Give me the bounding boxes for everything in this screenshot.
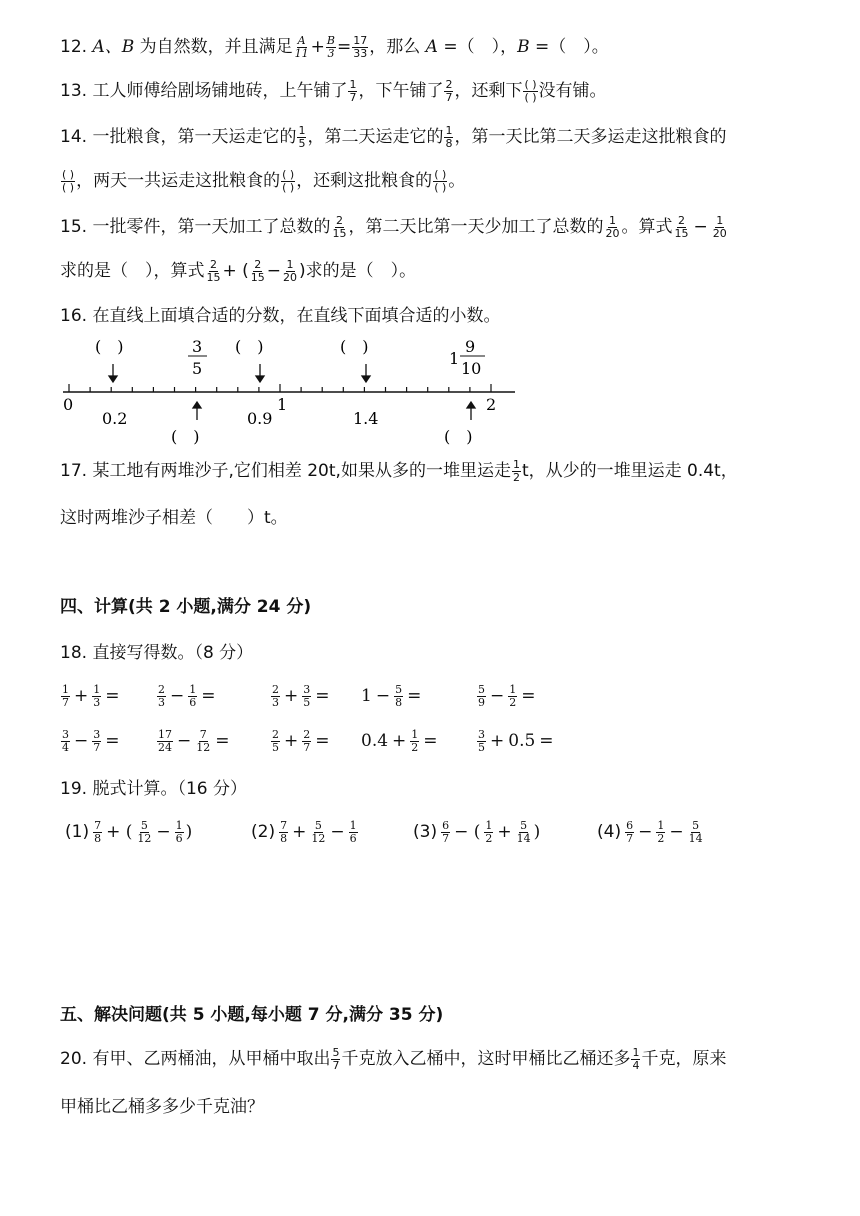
- q20-frac-1: $\frac{5}{7}$: [332, 1045, 340, 1072]
- question-16: 16. 在直线上面填合适的分数，在直线下面填合适的小数。: [60, 306, 501, 326]
- calc-fraction: $\frac{3}{4}$: [62, 728, 69, 754]
- section-5-heading: 五、解决问题(共 5 小题,每小题 7 分,满分 35 分): [60, 1005, 444, 1025]
- q19-op: −: [669, 822, 684, 842]
- q19-op: +: [292, 822, 307, 842]
- label-0: 0: [63, 395, 74, 414]
- label-2: 2: [486, 395, 497, 414]
- calc-fraction: $\frac{1}{7}$: [62, 683, 69, 709]
- q12-vars: A、B: [92, 37, 135, 57]
- calc-fraction: $\frac{7}{12}$: [196, 728, 211, 754]
- number-line-figure: [55, 330, 525, 450]
- calc-equals: =: [105, 686, 120, 706]
- q19-item-3: [410, 820, 541, 845]
- q12-frac-a: $\frac{A}{11}$: [294, 33, 309, 60]
- q19-op: ): [185, 822, 193, 842]
- calc-operator: −: [375, 686, 391, 706]
- calc-item: [60, 684, 123, 709]
- calc-operator: −: [170, 686, 185, 706]
- q12-frac-c: $\frac{17}{33}$: [353, 33, 368, 60]
- q19-op: + (: [106, 822, 133, 842]
- calc-equals: =: [315, 686, 330, 706]
- q19-fraction: $\frac{6}{7}$: [626, 819, 634, 845]
- calc-fraction: $\frac{3}{5}$: [478, 728, 485, 754]
- q15-frac-2: $\frac{1}{20}$: [605, 213, 620, 240]
- q19-item-2: [248, 820, 359, 845]
- calc-fraction: $\frac{1}{2}$: [509, 683, 517, 709]
- q14-frac-1: $\frac{1}{5}$: [298, 123, 306, 150]
- q19-fraction: $\frac{1}{2}$: [485, 819, 493, 845]
- calc-item: [270, 729, 333, 754]
- calc-item: [156, 684, 219, 709]
- top-frac1-den: 5: [192, 359, 203, 378]
- calc-fraction: $\frac{1}{6}$: [189, 683, 197, 709]
- q20-frac-2: $\frac{1}{4}$: [632, 1045, 640, 1072]
- q19-fraction: $\frac{1}{6}$: [349, 819, 357, 845]
- calc-fraction: $\frac{5}{8}$: [395, 683, 403, 709]
- calc-item: [476, 729, 557, 754]
- q19-label: (3): [413, 822, 438, 842]
- question-14-line1: 14. 一批粮食，第一天运走它的 $\frac{1}{5}$ ，第二天运走它的 $\frac{1}{8}$ ，第一天比第二天多运走这批粮食的: [60, 123, 727, 150]
- q19-fraction: $\frac{7}{8}$: [94, 819, 102, 845]
- calc-item: [270, 684, 333, 709]
- calc-number: 0.5: [508, 731, 536, 751]
- top-blank-1: ( ): [95, 337, 124, 356]
- calc-item: [60, 729, 123, 754]
- calc-operator: −: [74, 731, 89, 751]
- top-mixed-whole: 1: [449, 349, 460, 368]
- q19-label: (4): [597, 822, 622, 842]
- q19-op: −: [330, 822, 345, 842]
- q14-blank-1: $\frac{( )}{( )}$: [62, 167, 75, 194]
- q14-blank-3: $\frac{( )}{( )}$: [434, 167, 447, 194]
- calc-fraction: $\frac{1}{2}$: [411, 728, 419, 754]
- bottom-blank-1: ( ): [171, 427, 200, 446]
- q17-frac: $\frac{1}{2}$: [512, 457, 520, 484]
- q19-op: ): [533, 822, 541, 842]
- q19-fraction: $\frac{5}{14}$: [688, 819, 703, 845]
- question-14-line2: $\frac{( )}{( )}$ ，两天一共运走这批粮食的 $\frac{( )}{( )}$ ，还剩这批粮食的 $\frac{( )}{( )}$ 。: [62, 167, 466, 194]
- q15-frac-7: $\frac{1}{20}$: [283, 257, 298, 284]
- q19-fraction: $\frac{1}{6}$: [175, 819, 183, 845]
- question-15-line2: 求的是（ ），算式 $\frac{2}{15}$ + ( $\frac{2}{15}$ − $\frac{1}{20}$ )求的是（ ）。: [60, 257, 417, 284]
- top-frac2-num: 9: [465, 337, 476, 356]
- calc-fraction: $\frac{2}{5}$: [272, 728, 279, 754]
- question-17-line1: 17. 某工地有两堆沙子,它们相差 20t,如果从多的一堆里运走 $\frac{1}{2}$ t，从少的一堆里运走 0.4t，: [60, 457, 738, 484]
- calc-operator: +: [392, 731, 407, 751]
- calc-operator: +: [284, 686, 299, 706]
- calc-number: 1: [361, 686, 372, 706]
- q19-label: (2): [251, 822, 276, 842]
- calc-item: [476, 684, 539, 709]
- calc-operator: −: [490, 686, 505, 706]
- q12-text: 为自然数，并且满足: [134, 37, 293, 57]
- q15-frac-6: $\frac{2}{15}$: [250, 257, 265, 284]
- q15-frac-5: $\frac{2}{15}$: [206, 257, 221, 284]
- calc-operator: −: [177, 731, 192, 751]
- q14-frac-2: $\frac{1}{8}$: [445, 123, 453, 150]
- top-blank-2: ( ): [235, 337, 264, 356]
- section-4-heading: 四、计算(共 2 小题,满分 24 分): [60, 597, 312, 617]
- calc-equals: =: [423, 731, 438, 751]
- question-20-line2: 甲桶比乙桶多多少千克油？: [60, 1097, 264, 1117]
- q15-frac-3: $\frac{2}{15}$: [674, 213, 689, 240]
- calc-fraction: $\frac{1}{3}$: [93, 683, 101, 709]
- calc-equals: =: [521, 686, 536, 706]
- calc-equals: =: [201, 686, 216, 706]
- q19-fraction: $\frac{7}{8}$: [280, 819, 288, 845]
- calc-operator: +: [284, 731, 299, 751]
- calc-equals: =: [539, 731, 554, 751]
- calc-fraction: $\frac{5}{9}$: [478, 683, 485, 709]
- question-19-title: 19. 脱式计算。（16 分）: [60, 779, 247, 799]
- q19-op: −: [638, 822, 653, 842]
- q13-frac-2: $\frac{2}{7}$: [445, 77, 453, 104]
- q19-fraction: $\frac{6}{7}$: [442, 819, 450, 845]
- calc-fraction: $\frac{17}{24}$: [158, 728, 172, 754]
- calc-equals: =: [407, 686, 422, 706]
- q19-fraction: $\frac{1}{2}$: [657, 819, 665, 845]
- q13-frac-1: $\frac{1}{7}$: [349, 77, 357, 104]
- calc-fraction: $\frac{2}{3}$: [158, 683, 165, 709]
- bottom-blank-2: ( ): [444, 427, 473, 446]
- question-15-line1: 15. 一批零件，第一天加工了总数的 $\frac{2}{15}$ ，第二天比第一天少加工了总数的 $\frac{1}{20}$ 。算式 $\frac{2}{15}$ − $\frac{1}{20}$: [60, 213, 727, 240]
- q13-blank-frac: $\frac{( )}{( )}$: [524, 77, 537, 104]
- top-frac1-num: 3: [192, 337, 203, 356]
- calc-fraction: $\frac{3}{5}$: [303, 683, 311, 709]
- top-frac2-den: 10: [461, 359, 482, 378]
- label-1: 1: [277, 395, 288, 414]
- q19-fraction: $\frac{5}{12}$: [137, 819, 152, 845]
- q19-op: − (: [454, 822, 481, 842]
- question-12: 12. A、B 为自然数，并且满足 $\frac{A}{11}$ + $\frac{B}{3}$ = $\frac{17}{33}$ ，那么 A =（ ），B =（ ）。: [60, 33, 609, 60]
- q19-label: (1): [65, 822, 90, 842]
- calc-fraction: $\frac{3}{7}$: [93, 728, 101, 754]
- q12-number: 12.: [60, 37, 93, 57]
- calc-item: [360, 729, 441, 754]
- calc-equals: =: [105, 731, 120, 751]
- q19-fraction: $\frac{5}{12}$: [311, 819, 326, 845]
- q19-op: +: [497, 822, 512, 842]
- question-13: 13. 工人师傅给剧场铺地砖，上午铺了 $\frac{1}{7}$ ，下午铺了 $\frac{2}{7}$ ，还剩下 $\frac{( )}{( )}$ 没有铺。: [60, 77, 607, 104]
- calc-item: [156, 729, 233, 754]
- question-18-title: 18. 直接写得数。（8 分）: [60, 643, 254, 663]
- q14-blank-2: $\frac{( )}{( )}$: [282, 167, 295, 194]
- calc-equals: =: [315, 731, 330, 751]
- question-17-line2: 这时两堆沙子相差（ ）t。: [60, 508, 288, 528]
- label-0-2: 0.2: [102, 409, 128, 428]
- calc-operator: +: [490, 731, 505, 751]
- q19-item-1: [62, 820, 193, 845]
- label-0-9: 0.9: [247, 409, 273, 428]
- q15-frac-1: $\frac{2}{15}$: [332, 213, 347, 240]
- calc-number: 0.4: [361, 731, 389, 751]
- question-20-line1: 20. 有甲、乙两桶油，从甲桶中取出 $\frac{5}{7}$ 千克放入乙桶中，这时甲桶比乙桶还多 $\frac{1}{4}$ 千克，原来: [60, 1045, 727, 1072]
- q19-item-4: [594, 820, 705, 845]
- label-1-4: 1.4: [353, 409, 379, 428]
- calc-item: [360, 684, 424, 709]
- calc-fraction: $\frac{2}{7}$: [303, 728, 311, 754]
- q12-frac-b: $\frac{B}{3}$: [326, 33, 335, 60]
- top-blank-3: ( ): [340, 337, 369, 356]
- calc-operator: +: [74, 686, 89, 706]
- q19-fraction: $\frac{5}{14}$: [516, 819, 531, 845]
- tick-marks: [69, 384, 491, 392]
- calc-fraction: $\frac{2}{3}$: [272, 683, 279, 709]
- calc-equals: =: [215, 731, 230, 751]
- q19-op: −: [156, 822, 171, 842]
- q15-frac-4: $\frac{1}{20}$: [712, 213, 727, 240]
